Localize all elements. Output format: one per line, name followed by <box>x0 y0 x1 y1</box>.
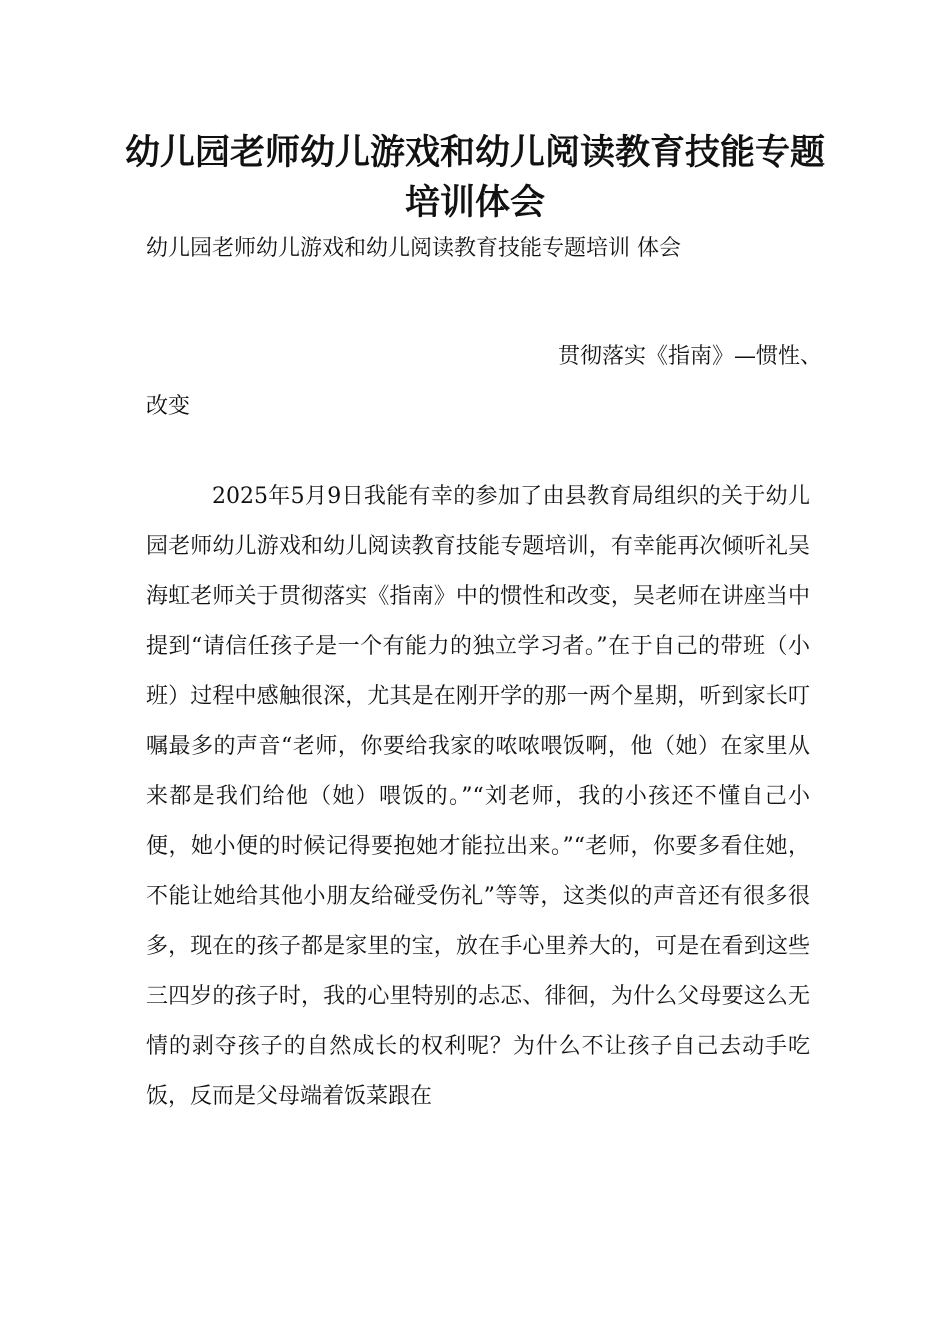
body-paragraph: 2025年5月9日我能有幸的参加了由县教育局组织的关于幼儿园老师幼儿游戏和幼儿阅读教育技能专题培训，有幸能再次倾听礼吴海虹老师关于贯彻落实《指南》中的惯性和改变，吴老师在讲座当中提到“请信任孩子是一个有能力的独立学习者。”在于自己的带班（小班）过程中感触很深，尤其是在刚开学的那一两个星期，听到家长叮嘱最多的声音“老师，你要给我家的哝哝喂饭啊，他（她）在家里从来都是我们给他（她）喂饭的。”“刘老师，我的小孩还不懂自己小便，她小便的时候记得要抱她才能拉出来。”“老师，你要多看住她，不能让她给其他小朋友给碰受伤礼”等等，这类似的声音还有很多很多，现在的孩子都是家里的宝，放在手心里养大的，可是在看到这些三四岁的孩子时，我的心里特别的忐忑、徘徊，为什么父母要这么无情的剥夺孩子的自然成长的权利呢？为什么不让孩子自己去动手吃饭，反而是父母端着饭菜跟在 <box>146 484 810 1109</box>
epigraph-line: 改变 <box>146 394 191 419</box>
document-subtitle: 幼儿园老师幼儿游戏和幼儿阅读教育技能专题培训 体会 <box>146 236 681 261</box>
document-title: 幼儿园老师幼儿游戏和幼儿阅读教育技能专题培训体会 <box>124 133 825 223</box>
epigraph <box>146 332 826 432</box>
epigraph-line: 贯彻落实《指南》—惯性、 <box>557 344 822 369</box>
